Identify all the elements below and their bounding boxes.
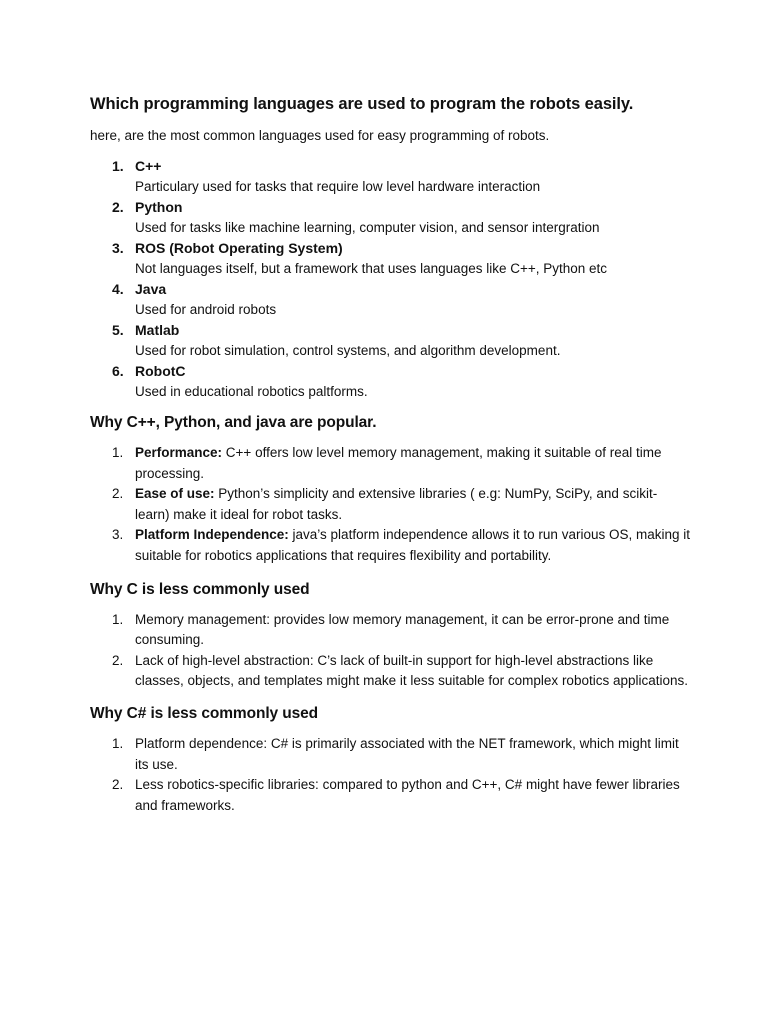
language-description: Used for tasks like machine learning, computer vision, and sensor intergration	[135, 219, 600, 235]
reason-item	[90, 484, 690, 525]
language-description: Used for robot simulation, control systems, and algorithm development.	[135, 342, 561, 358]
list-number: 5.	[112, 322, 124, 338]
list-number: 3.	[112, 240, 124, 256]
reason-text: Lack of high-level abstraction: C’s lack of built-in support for high-level abstractions like classes, objects, and templates might make it less suitable for complex robotics applications.	[135, 652, 689, 689]
list-number: 1.	[112, 445, 124, 460]
language-item	[90, 238, 690, 279]
list-number: 2.	[112, 652, 124, 668]
language-description: Not languages itself, but a framework that uses languages like C++, Python etc	[135, 260, 608, 276]
language-item	[90, 320, 690, 361]
list-number: 6.	[112, 363, 124, 379]
list-number: 4.	[112, 281, 124, 297]
popular-heading: Why C++, Python, and java are popular.	[90, 414, 377, 431]
csharp-reasons-list	[90, 734, 690, 816]
language-item	[90, 279, 690, 320]
language-description: Used for android robots	[135, 301, 277, 317]
intro-paragraph: here, are the most common languages used for easy programming of robots.	[90, 128, 550, 143]
reason-term: Ease of use:	[135, 486, 215, 502]
list-number: 1.	[112, 158, 124, 174]
c-less-heading: Why C is less commonly used	[90, 580, 310, 598]
languages-list	[90, 156, 690, 402]
list-number: 1.	[112, 735, 124, 751]
reason-text: C++ offers low level memory management, making it suitable of real time processing.	[135, 445, 662, 481]
reason-item	[90, 610, 690, 651]
document-body	[90, 92, 690, 816]
c-reasons-list	[90, 610, 690, 692]
language-description: Used in educational robotics paltforms.	[135, 383, 368, 399]
document-title: Which programming languages are used to program the robots easily.	[90, 95, 634, 113]
language-name: Matlab	[135, 322, 180, 338]
list-number: 3.	[112, 527, 124, 543]
language-name: Java	[135, 281, 167, 297]
reason-item	[90, 525, 690, 566]
reason-text: Memory management: provides low memory management, it can be error-prone and time consuming.	[135, 611, 670, 648]
reason-item	[90, 775, 690, 816]
language-name: ROS (Robot Operating System)	[135, 240, 343, 256]
reason-term: Performance:	[135, 445, 223, 460]
csharp-less-heading: Why C# is less commonly used	[90, 704, 319, 722]
list-number: 1.	[112, 611, 124, 627]
reason-item	[90, 734, 690, 775]
reason-text: Python’s simplicity and extensive libraries ( e.g: NumPy, SciPy, and scikit-learn) make it ideal for robot tasks.	[135, 486, 658, 522]
language-description: Particulary used for tasks that require low level hardware interaction	[135, 178, 541, 194]
language-name: Python	[135, 199, 183, 215]
popular-reasons-list	[90, 443, 690, 567]
language-item	[90, 156, 690, 197]
language-item	[90, 197, 690, 238]
reason-item	[90, 443, 690, 484]
reason-item	[90, 651, 690, 692]
reason-text: Less robotics-specific libraries: compared to python and C++, C# might have fewer libraries and frameworks.	[135, 777, 680, 813]
language-name: RobotC	[135, 363, 186, 379]
reason-text: java’s platform independence allows it to run various OS, making it suitable for robotics applications that requires flexibility and portability.	[135, 527, 690, 563]
reason-term: Platform Independence:	[135, 527, 289, 543]
reason-text: Platform dependence: C# is primarily associated with the NET framework, which might limit its use.	[135, 735, 679, 772]
list-number: 2.	[112, 777, 124, 793]
language-name: C++	[135, 158, 162, 174]
list-number: 2.	[112, 486, 124, 502]
list-number: 2.	[112, 199, 124, 215]
language-item	[90, 361, 690, 402]
